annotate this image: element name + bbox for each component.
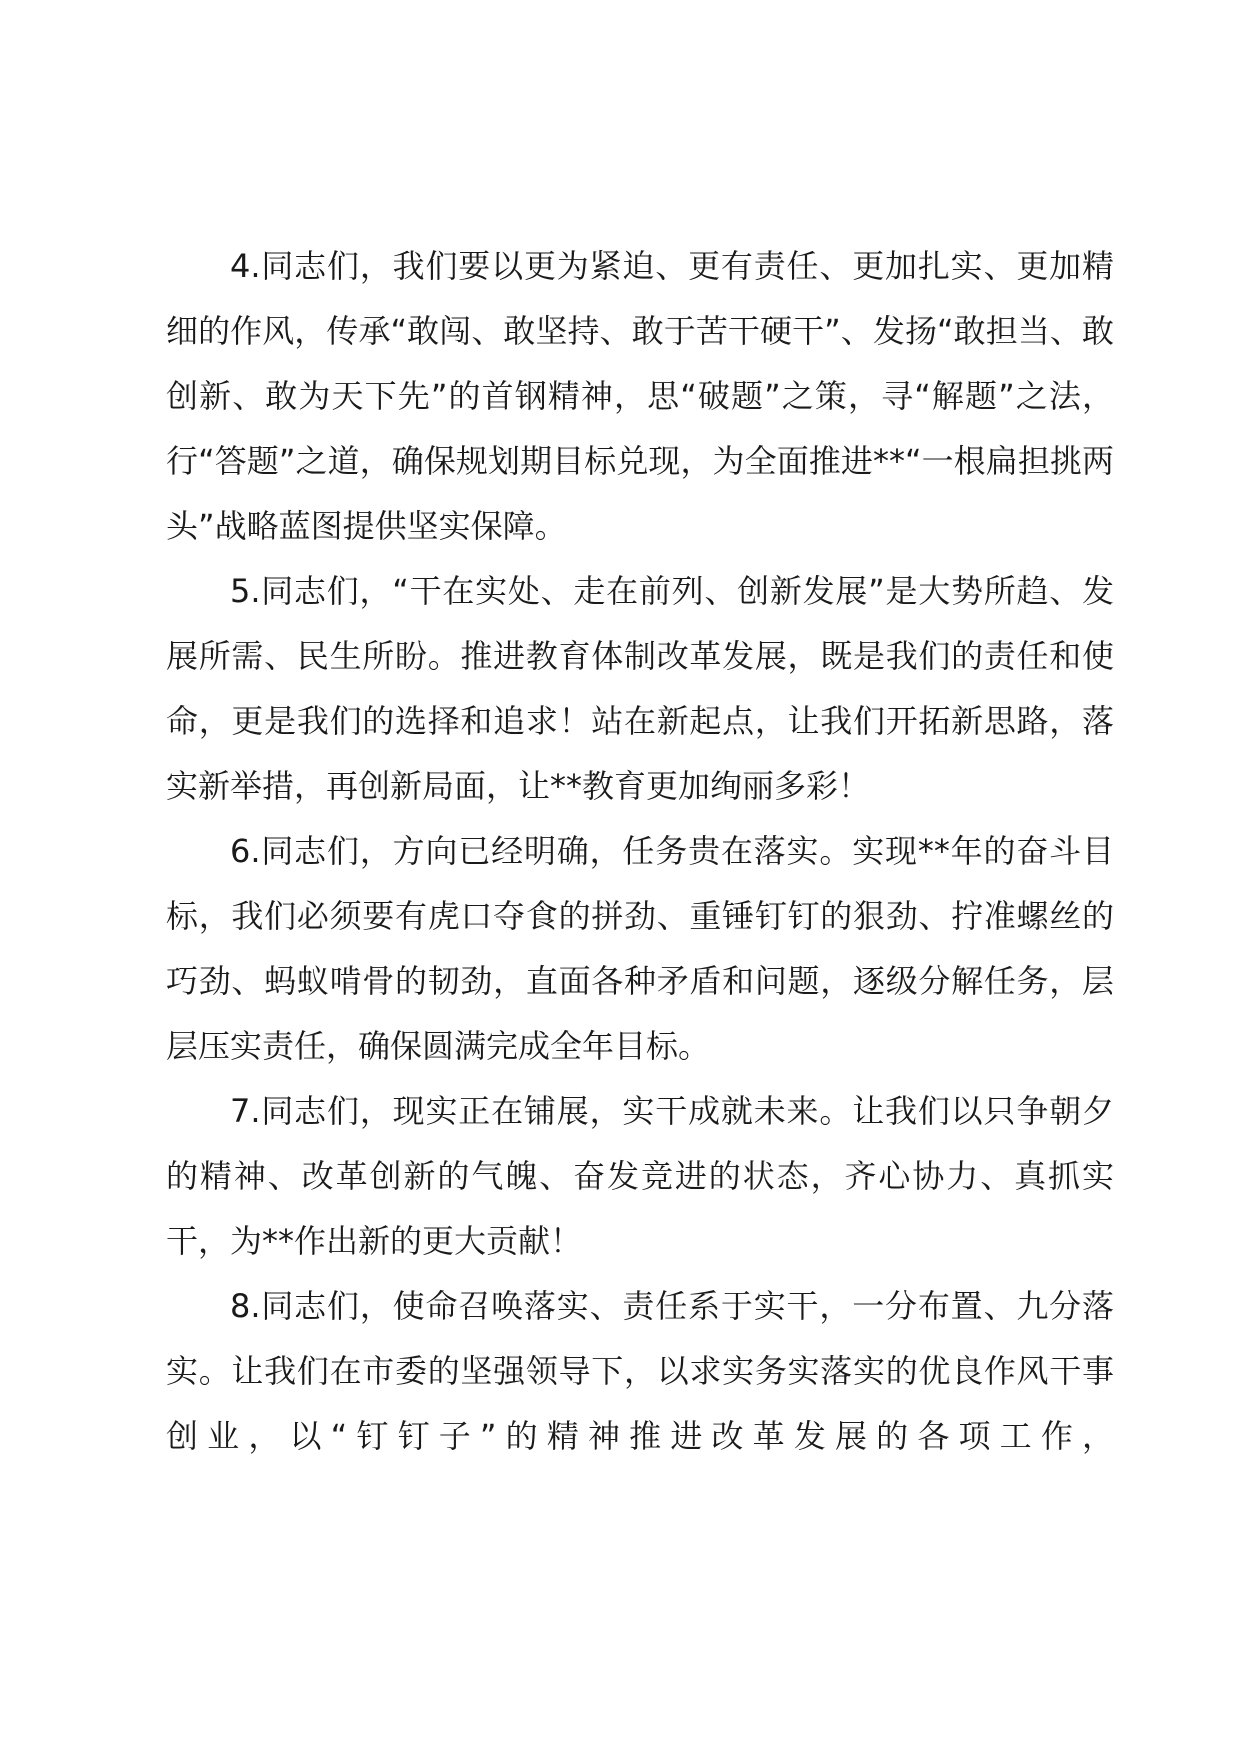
paragraph-7: 7.同志们，现实正在铺展，实干成就未来。让我们以只争朝夕的精神、改革创新的气魄、奋发竞进的状态，齐心协力、真抓实干，为**作出新的更大贡献！ — [166, 1092, 1114, 1260]
paragraph-6: 6.同志们，方向已经明确，任务贵在落实。实现**年的奋斗目标，我们必须要有虎口夺食的拼劲、重锤钉钉的狠劲、拧准螺丝的巧劲、蚂蚁啃骨的韧劲，直面各种矛盾和问题，逐级分解任务，层层压实责任，确保圆满完成全年目标。 — [166, 832, 1114, 1065]
paragraph-8: 8.同志们，使命召唤落实、责任系于实干，一分布置、九分落实。让我们在市委的坚强领导下，以求实务实落实的优良作风干事创业，以“钉钉子”的精神推进改革发展的各项工作， — [166, 1287, 1114, 1455]
paragraph-4: 4.同志们，我们要以更为紧迫、更有责任、更加扎实、更加精细的作风，传承“敢闯、敢坚持、敢于苦干硬干”、发扬“敢担当、敢创新、敢为天下先”的首钢精神，思“破题”之策，寻“解题”之法，行“答题”之道，确保规划期目标兑现，为全面推进**“一根扁担挑两头”战略蓝图提供坚实保障。 — [166, 247, 1114, 545]
paragraph-5: 5.同志们，“干在实处、走在前列、创新发展”是大势所趋、发展所需、民生所盼。推进教育体制改革发展，既是我们的责任和使命，更是我们的选择和追求！站在新起点，让我们开拓新思路，落实新举措，再创新局面，让**教育更加绚丽多彩！ — [166, 572, 1114, 805]
document-body — [166, 234, 1114, 1469]
